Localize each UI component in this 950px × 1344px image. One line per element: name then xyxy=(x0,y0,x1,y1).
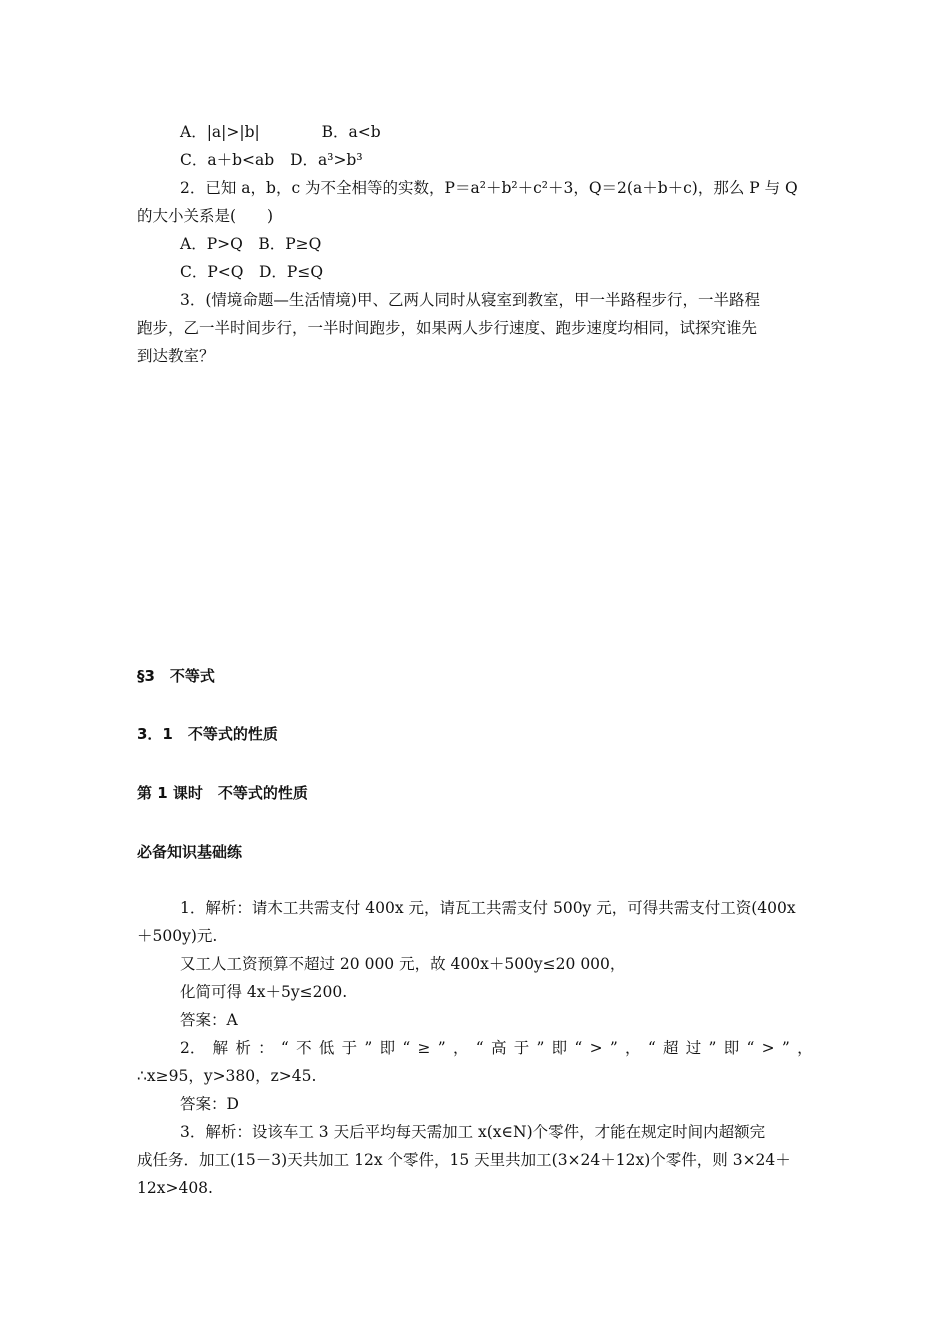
subsection-heading: 3．1 不等式的性质 xyxy=(137,725,278,743)
answer2-glyph: ” xyxy=(437,1039,446,1057)
answer1-line1: 1．解析：请木工共需支付 400x 元，请瓦工共需支付 500y 元，可得共需支付工资(400x xyxy=(180,899,796,917)
answer2-glyph: “ xyxy=(475,1039,484,1057)
answer2-glyph: “ xyxy=(402,1039,411,1057)
answer2-glyph: 超 xyxy=(663,1039,679,1057)
answer3-line2: 成任务．加工(15－3)天共加工 12x 个零件，15 天里共加工(3×24＋12x)个零件，则 3×24＋ xyxy=(137,1151,791,1169)
answer2-glyph: 高 xyxy=(490,1039,507,1057)
q3-stem-line2: 跑步，乙一半时间步行，一半时间跑步，如果两人步行速度、跑步速度均相同，试探究谁先 xyxy=(137,319,758,337)
answer2-glyph: “ xyxy=(574,1039,583,1057)
answer1-line2: ＋500y)元. xyxy=(137,927,218,945)
answer2-glyph: > xyxy=(761,1039,775,1057)
answer1-line4: 化简可得 4x＋5y≤200. xyxy=(180,983,348,1001)
q1-option-c: C．a＋b<ab xyxy=(180,151,275,169)
practice-heading: 必备知识基础练 xyxy=(137,843,243,861)
answer2-glyph: ， xyxy=(797,1039,813,1057)
answer2-line2: ∴x≥95，y>380，z>45. xyxy=(137,1067,317,1085)
answer2-glyph: 于 xyxy=(341,1039,358,1057)
q3-stem-line3: 到达教室？ xyxy=(137,347,215,365)
answer2-glyph: 即 xyxy=(551,1039,568,1057)
answer3-line1: 3．解析：设该车工 3 天后平均每天需加工 x(x∈N)个零件，才能在规定时间内超额完 xyxy=(180,1123,766,1141)
answer2-glyph: ， xyxy=(452,1039,469,1057)
answer2-glyph: ， xyxy=(625,1039,641,1057)
q1-option-d: D．a³>b³ xyxy=(290,151,363,169)
q2-stem-line2: 的大小关系是( ) xyxy=(137,207,274,225)
answer2-glyph: 2． xyxy=(180,1039,206,1057)
answer2-glyph: “ xyxy=(280,1039,289,1057)
q1-option-a: A．|a|>|b| xyxy=(180,123,260,141)
q2-options-cd: C．P<Q D．P≤Q xyxy=(180,263,324,281)
answer2-glyph: “ xyxy=(647,1039,656,1057)
answer2-glyph: ≥ xyxy=(417,1039,431,1057)
lesson-heading: 第 1 课时 不等式的性质 xyxy=(137,784,308,802)
answer2-glyph: 即 xyxy=(379,1039,396,1057)
answer2-glyph: 过 xyxy=(685,1039,702,1057)
answer2-glyph: > xyxy=(589,1039,603,1057)
answer2-glyph: ” xyxy=(781,1039,790,1057)
answer2-glyph: “ xyxy=(746,1039,755,1057)
answer2-glyph: 解 xyxy=(212,1039,229,1057)
q1-options-ab xyxy=(180,122,381,142)
q3-stem-line1: 3．(情境命题—生活情境)甲、乙两人同时从寝室到教室，甲一半路程步行，一半路程 xyxy=(180,291,760,309)
answer1-line3: 又工人工资预算不超过 20 000 元，故 400x＋500y≤20 000， xyxy=(180,955,626,973)
q1-options-cd xyxy=(180,150,363,170)
answer2-glyph: ” xyxy=(364,1039,373,1057)
answer2-glyph: ” xyxy=(708,1039,717,1057)
answer2-glyph: 即 xyxy=(723,1039,740,1057)
answer2-glyph: 析 xyxy=(235,1039,251,1057)
answer2-glyph: ” xyxy=(536,1039,545,1057)
answer2-answer: 答案：D xyxy=(180,1095,239,1113)
q2-options-ab: A．P>Q B．P≥Q xyxy=(180,235,322,253)
q1-option-b: B．a<b xyxy=(321,123,381,141)
answer2-line1 xyxy=(180,1038,813,1058)
answer2-glyph: 于 xyxy=(513,1039,530,1057)
answer2-glyph: 不 xyxy=(296,1039,312,1057)
section-heading: §3 不等式 xyxy=(137,667,215,685)
answer1-answer: 答案：A xyxy=(180,1011,238,1029)
answer2-glyph: ” xyxy=(609,1039,618,1057)
answer3-line3: 12x>408. xyxy=(137,1179,213,1197)
answer2-glyph: ： xyxy=(258,1039,274,1057)
answer2-glyph: 低 xyxy=(318,1039,335,1057)
q2-stem-line1: 2．已知 a，b，c 为不全相等的实数，P＝a²＋b²＋c²＋3，Q＝2(a＋b＋c)，那么 P 与 Q xyxy=(180,179,798,197)
